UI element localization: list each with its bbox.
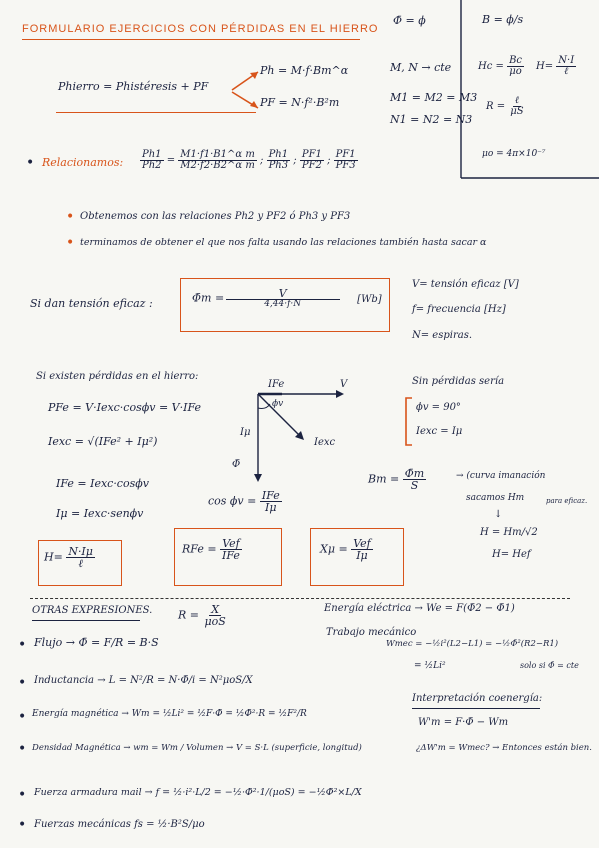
ife-formula: IFe = Iexc·cosϕv xyxy=(56,477,149,490)
phierro-equation: Phierro = Phistéresis + PF xyxy=(58,80,209,93)
cos-formula: cos ϕv = $\frac{\text{IFe}}{I\mu}$ xyxy=(208,489,280,514)
bullet: • xyxy=(26,155,35,171)
bullet: • xyxy=(18,637,27,653)
flujo-formula: Flujo → Φ̄ = F/R = B·S xyxy=(34,636,159,649)
bullet: • xyxy=(18,741,27,757)
diagram-iexc-label: Iexc xyxy=(314,437,336,448)
phierro-underline xyxy=(56,112,256,113)
coenergia-formula: W'm = F·Φ̄ − Wm xyxy=(418,717,509,728)
bullet: • xyxy=(66,209,75,225)
densidad-formula: Densidad Magnética → wm = Wm / Volumen → V = S·L (superficie, longitud) xyxy=(32,743,362,753)
ratio-ph1-ph2: $\frac{Ph1}{Ph2}$ = $\frac{\text{M1·f1·B1\textasciicircum{}α m}}{\text{M2·f2·B2\textasciicircum{}α m}}$ ; $\frac{Ph1}{Ph3}$ ; $\frac{PF1}{PF2}$ ; $\frac{PF1}{PF3}$ xyxy=(142,149,356,171)
wmec-formula: Wmec = −½i²(L2−L1) = −½Φ̄²(R2−R1) xyxy=(386,639,559,649)
h-hef: H= Hef xyxy=(492,549,531,560)
bullet: • xyxy=(18,787,27,803)
bullet: • xyxy=(18,675,27,691)
phi-equation: Φ̄ = ϕ xyxy=(393,14,426,27)
reluctance-formula: R = $\frac{\text{ℓ}}{\mu S}$ xyxy=(486,95,524,117)
h-hm-sqrt2: H = Hm/√2 xyxy=(480,527,538,538)
tension-label: Si dan tensión eficaz : xyxy=(30,297,153,310)
iexc-formula: Iexc = √(IFe² + Iμ²) xyxy=(48,435,158,448)
iexc-imu: Iexc = Iμ xyxy=(416,426,463,437)
energia-formula: Energía magnética → Wm = ½Li² = ½F·Φ̄ = ½Φ̄²·R = ½F²/R xyxy=(32,709,307,719)
title-underline xyxy=(22,39,360,40)
bullet: • xyxy=(18,709,27,725)
h-formula: H= $\frac{N\cdot I}{\text{ℓ}}$ xyxy=(536,55,575,77)
pf-formula: PF = N·f²·B²m xyxy=(260,96,340,109)
trabajo-mecanico: Trabajo mecánico xyxy=(326,627,417,638)
interpretacion-coenergia: Interpretación coenergía: xyxy=(412,693,543,704)
n-equal: N1 = N2 = N3 xyxy=(390,113,473,126)
coenergia-check: ¿ΔW'm = Wmec? → Entonces están bien. xyxy=(416,743,592,753)
phi-m-formula: Φ̄m = $\frac{V}{4,44\cdot f\cdot N}$ [Wb] xyxy=(192,287,382,309)
pfe-formula: PFe = V·Iexc·cosϕv = V·IFe xyxy=(48,401,201,414)
perdidas-label: Si existen pérdidas en el hierro: xyxy=(36,371,199,382)
otras-r-formula: R = $\frac{X}{\text{μoS}}$ xyxy=(178,603,226,628)
para-eficaz: para eficaz. xyxy=(546,497,588,505)
sin-perdidas-bracket xyxy=(404,397,414,447)
bm-formula: Bm = $\frac{\Phīm}{S}$ xyxy=(368,467,425,492)
relacionamos-label: Relacionamos: xyxy=(42,156,124,169)
diagram-imu-label: Iμ xyxy=(240,427,251,438)
diagram-ife-label: IFe xyxy=(268,379,285,390)
inductancia-formula: Inductancia → L = N²/R = N·Φ̄/i = N²μoS/X xyxy=(34,675,253,686)
sacamos-hm: sacamos Hm xyxy=(466,493,525,503)
curva-imanacion: → (curva imanación xyxy=(456,471,546,481)
b-definition: B = ϕ/s xyxy=(482,13,524,26)
fuerzas-mecanicas: Fuerzas mecánicas fs = ½·B²S/μo xyxy=(34,819,205,830)
page-title: FORMULARIO EJERCICIOS CON PÉRDIDAS EN EL HIERRO xyxy=(22,23,379,35)
m-equal: M1 = M2 = M3 xyxy=(390,91,478,104)
fuerza-formula: Fuerza armadura mail → f = ½·i²·L/2 = −½·Φ̄²·1/(μoS) = −½Φ̄²×L/X xyxy=(34,787,362,798)
h-box-formula: H= $\frac{N\cdot I\mu}{\text{ℓ}}$ xyxy=(44,545,93,570)
bullet: • xyxy=(18,817,27,833)
imu-formula: Iμ = Iexc·senϕv xyxy=(56,507,144,520)
energia-electrica: Energía eléctrica → We = F(Φ̄2 − Φ̄1) xyxy=(324,603,515,614)
relacionamos-step1: Obtenemos con las relaciones Ph2 y PF2 ó Ph3 y PF3 xyxy=(80,211,351,222)
diagram-v-label: V xyxy=(340,379,348,390)
v-definition: V= tensión eficaz [V] xyxy=(412,279,519,290)
diagram-phi-label: Φ̄ xyxy=(232,459,241,470)
n-definition: N= espiras. xyxy=(412,330,473,341)
sin-perdidas-label: Sin pérdidas sería xyxy=(412,376,505,387)
section-divider xyxy=(30,598,570,599)
xmu-formula: Xμ = $\frac{\text{Vef}}{I\mu}$ xyxy=(320,537,371,562)
relacionamos-step2: terminamos de obtener el que nos falta usando las relaciones también hasta sacar α xyxy=(80,237,487,248)
f-definition: f= frecuencia [Hz] xyxy=(412,304,506,315)
ph-formula: Ph = M·f·Bm^α xyxy=(260,64,349,77)
phiv-90: ϕv = 90° xyxy=(416,402,461,413)
rfe-formula: RFe = $\frac{\text{Vef}}{\text{IFe}}$ xyxy=(182,537,240,562)
solo-si-cte: solo si Φ̄ = cte xyxy=(520,661,579,670)
bullet: • xyxy=(66,235,75,251)
interp-underline xyxy=(412,708,540,709)
wmec-formula-2: = ½Li² xyxy=(414,661,446,671)
hc-formula: Hc = $\frac{Bc}{\mu o}$ xyxy=(478,55,523,77)
arrow-down: ↓ xyxy=(494,509,503,520)
mn-constant: M, N → cte xyxy=(390,61,452,74)
otras-label: OTRAS EXPRESIONES. xyxy=(32,605,153,616)
otras-underline xyxy=(32,620,140,621)
mu0-value: μo = 4π×10⁻⁷ xyxy=(482,149,546,159)
diagram-phiv-label: ϕv xyxy=(272,399,284,409)
